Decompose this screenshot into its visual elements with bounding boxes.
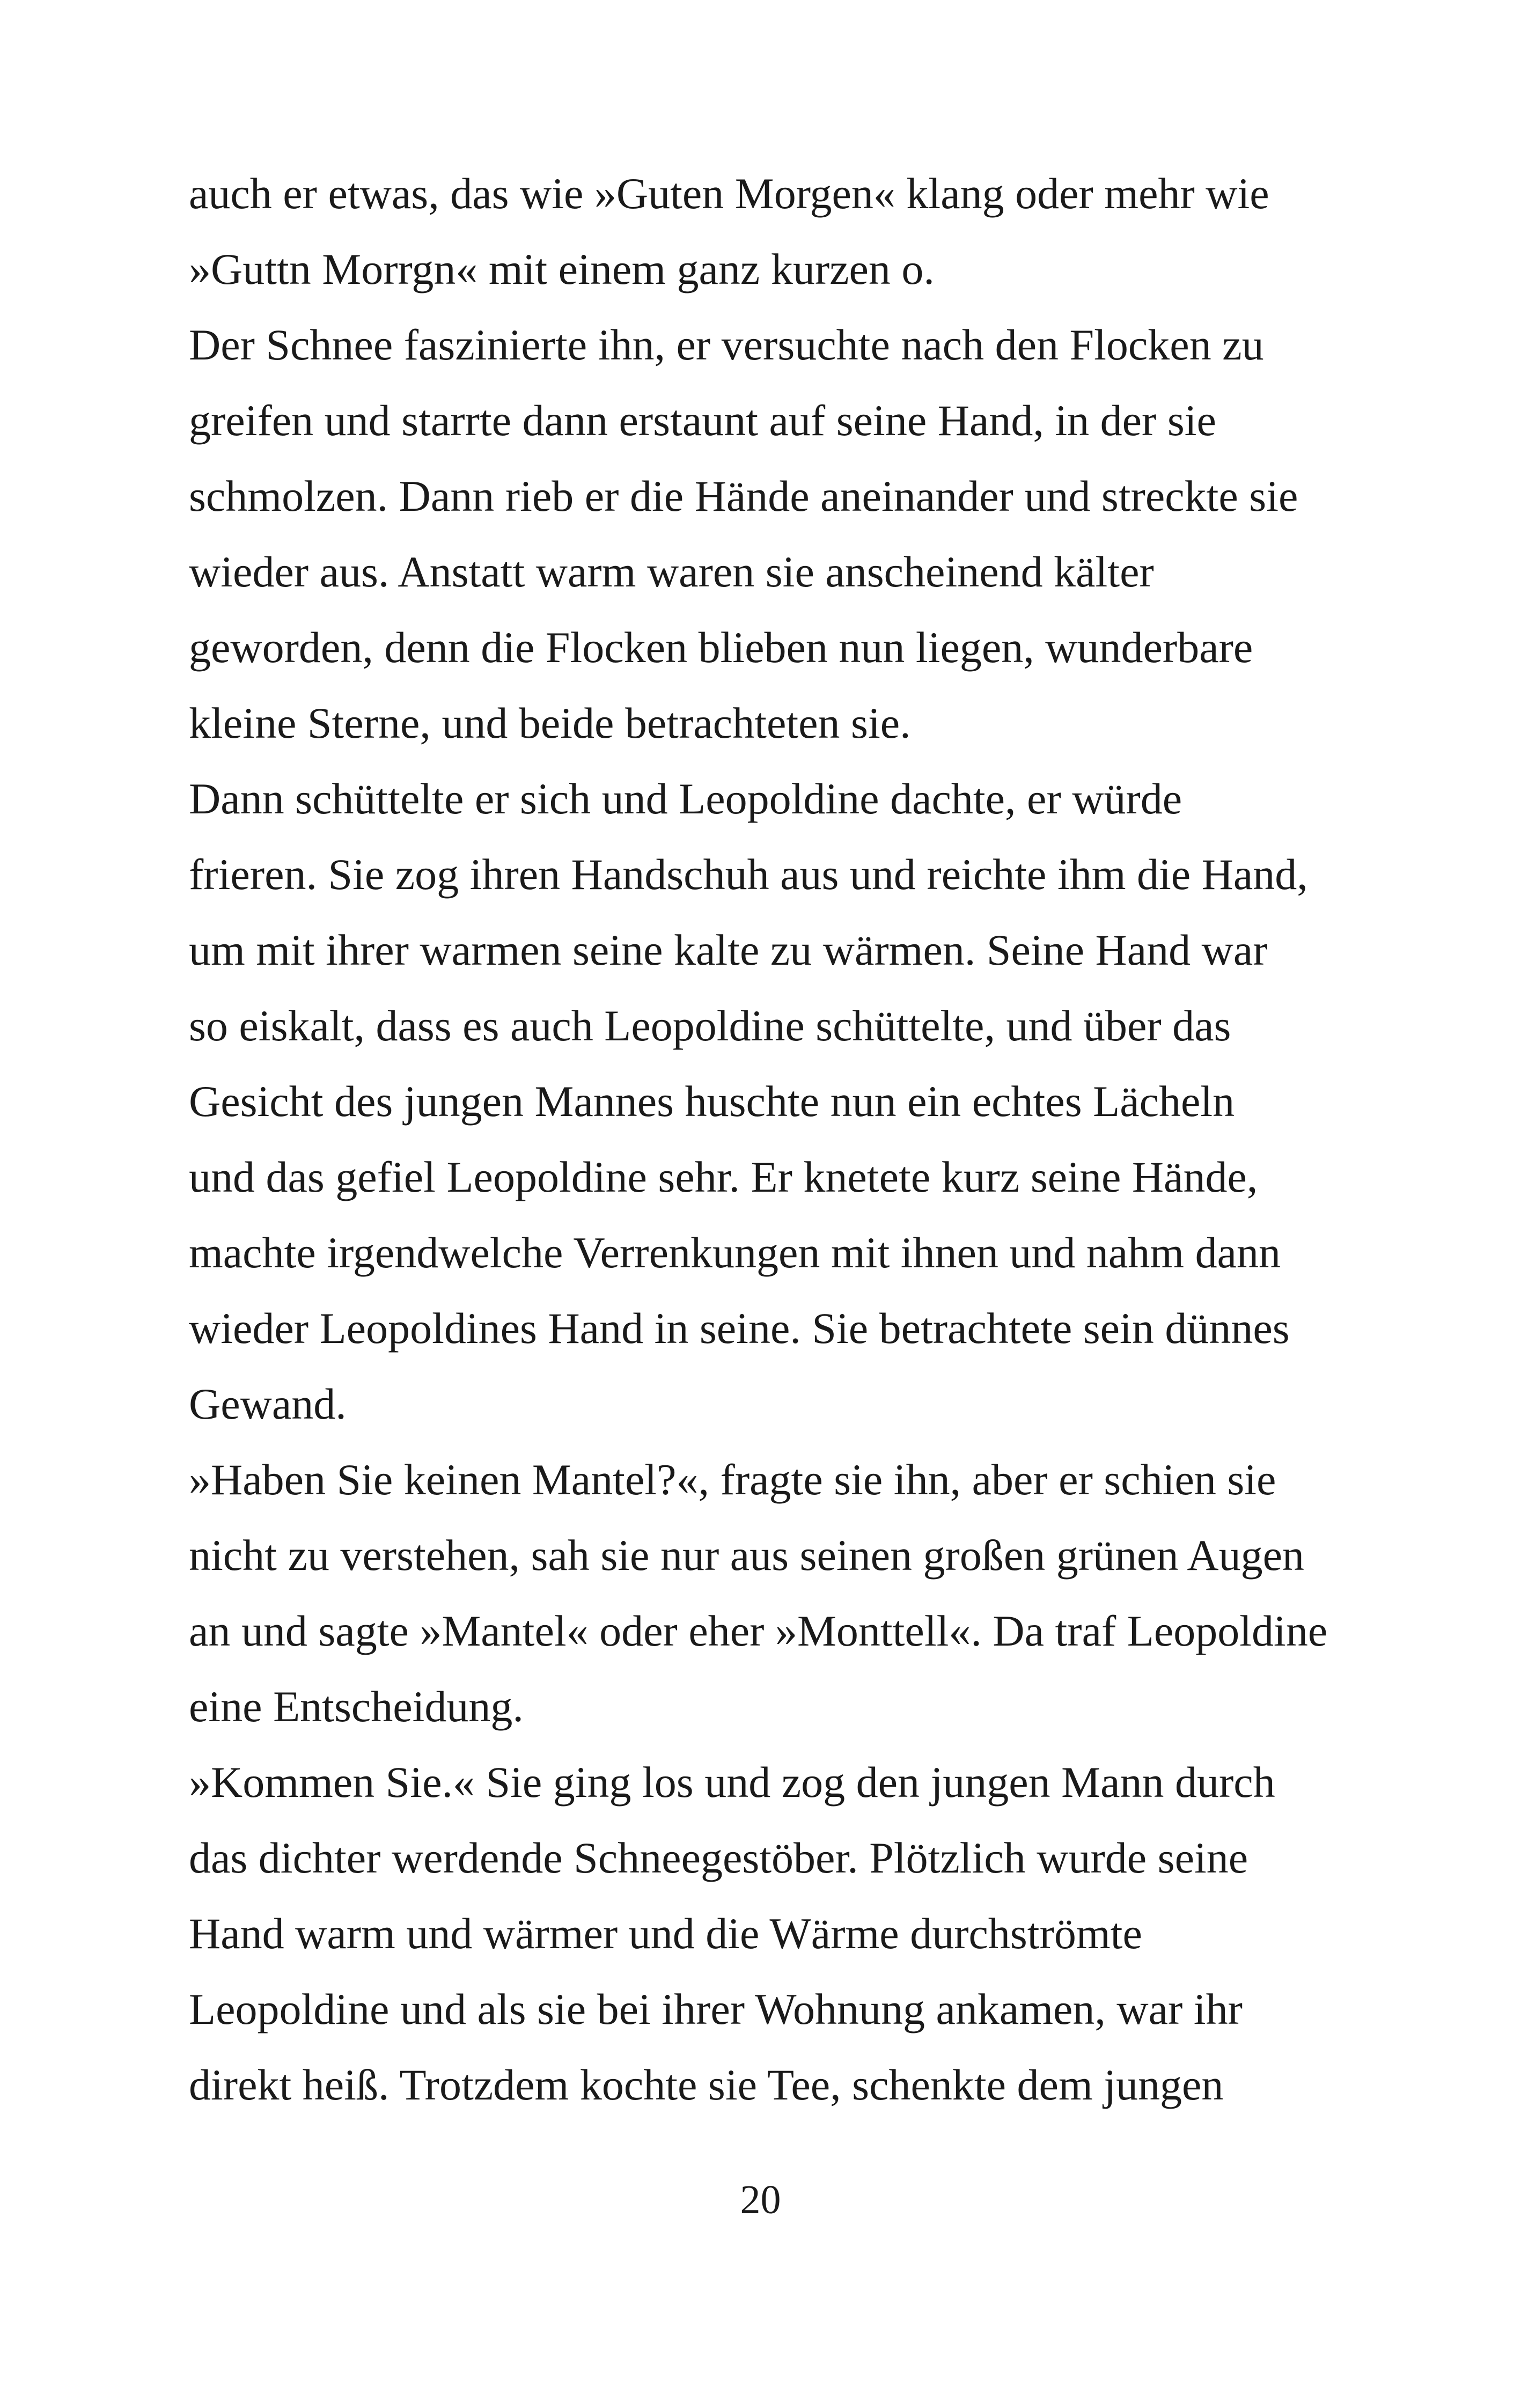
page-number: 20	[740, 2177, 781, 2222]
text-line: Dann schüttelte er sich und Leopoldine dachte, er würde	[189, 774, 1182, 823]
text-line: Hand warm und wärmer und die Wärme durchströmte	[189, 1909, 1142, 1958]
text-line: nicht zu verstehen, sah sie nur aus seinen großen grünen Augen	[189, 1531, 1305, 1580]
text-line: wieder aus. Anstatt warm waren sie anscheinend kälter	[189, 547, 1154, 596]
text-line: an und sagte »Mantel« oder eher »Monttell«. Da traf Leopoldine	[189, 1606, 1328, 1655]
text-line: machte irgendwelche Verrenkungen mit ihnen und nahm dann	[189, 1228, 1281, 1277]
text-line: wieder Leopoldines Hand in seine. Sie betrachtete sein dünnes	[189, 1304, 1290, 1353]
text-line: auch er etwas, das wie »Guten Morgen« klang oder mehr wie	[189, 169, 1269, 218]
text-line: greifen und starrte dann erstaunt auf seine Hand, in der sie	[189, 396, 1216, 445]
text-line: das dichter werdende Schneegestöber. Plötzlich wurde seine	[189, 1833, 1248, 1882]
body-text	[189, 156, 1369, 2123]
text-line: eine Entscheidung.	[189, 1682, 524, 1731]
text-line: Der Schnee faszinierte ihn, er versuchte nach den Flocken zu	[189, 320, 1264, 369]
text-line: frieren. Sie zog ihren Handschuh aus und reichte ihm die Hand,	[189, 850, 1308, 899]
text-line: Leopoldine und als sie bei ihrer Wohnung ankamen, war ihr	[189, 1985, 1243, 2033]
text-line: »Kommen Sie.« Sie ging los und zog den jungen Mann durch	[189, 1758, 1275, 1807]
text-line: Gesicht des jungen Mannes huschte nun ein echtes Lächeln	[189, 1077, 1235, 1126]
text-line: »Haben Sie keinen Mantel?«, fragte sie ihn, aber er schien sie	[189, 1455, 1276, 1504]
text-line: geworden, denn die Flocken blieben nun liegen, wunderbare	[189, 623, 1253, 672]
text-line: kleine Sterne, und beide betrachteten sie.	[189, 699, 911, 747]
text-line: direkt heiß. Trotzdem kochte sie Tee, schenkte dem jungen	[189, 2060, 1224, 2109]
text-line: Gewand.	[189, 1379, 347, 1428]
text-line: und das gefiel Leopoldine sehr. Er knetete kurz seine Hände,	[189, 1152, 1258, 1201]
text-line: »Guttn Morrgn« mit einem ganz kurzen o.	[189, 245, 935, 293]
text-line: so eiskalt, dass es auch Leopoldine schüttelte, und über das	[189, 1001, 1231, 1050]
text-line: um mit ihrer warmen seine kalte zu wärmen. Seine Hand war	[189, 926, 1268, 974]
text-line: schmolzen. Dann rieb er die Hände aneinander und streckte sie	[189, 472, 1298, 520]
